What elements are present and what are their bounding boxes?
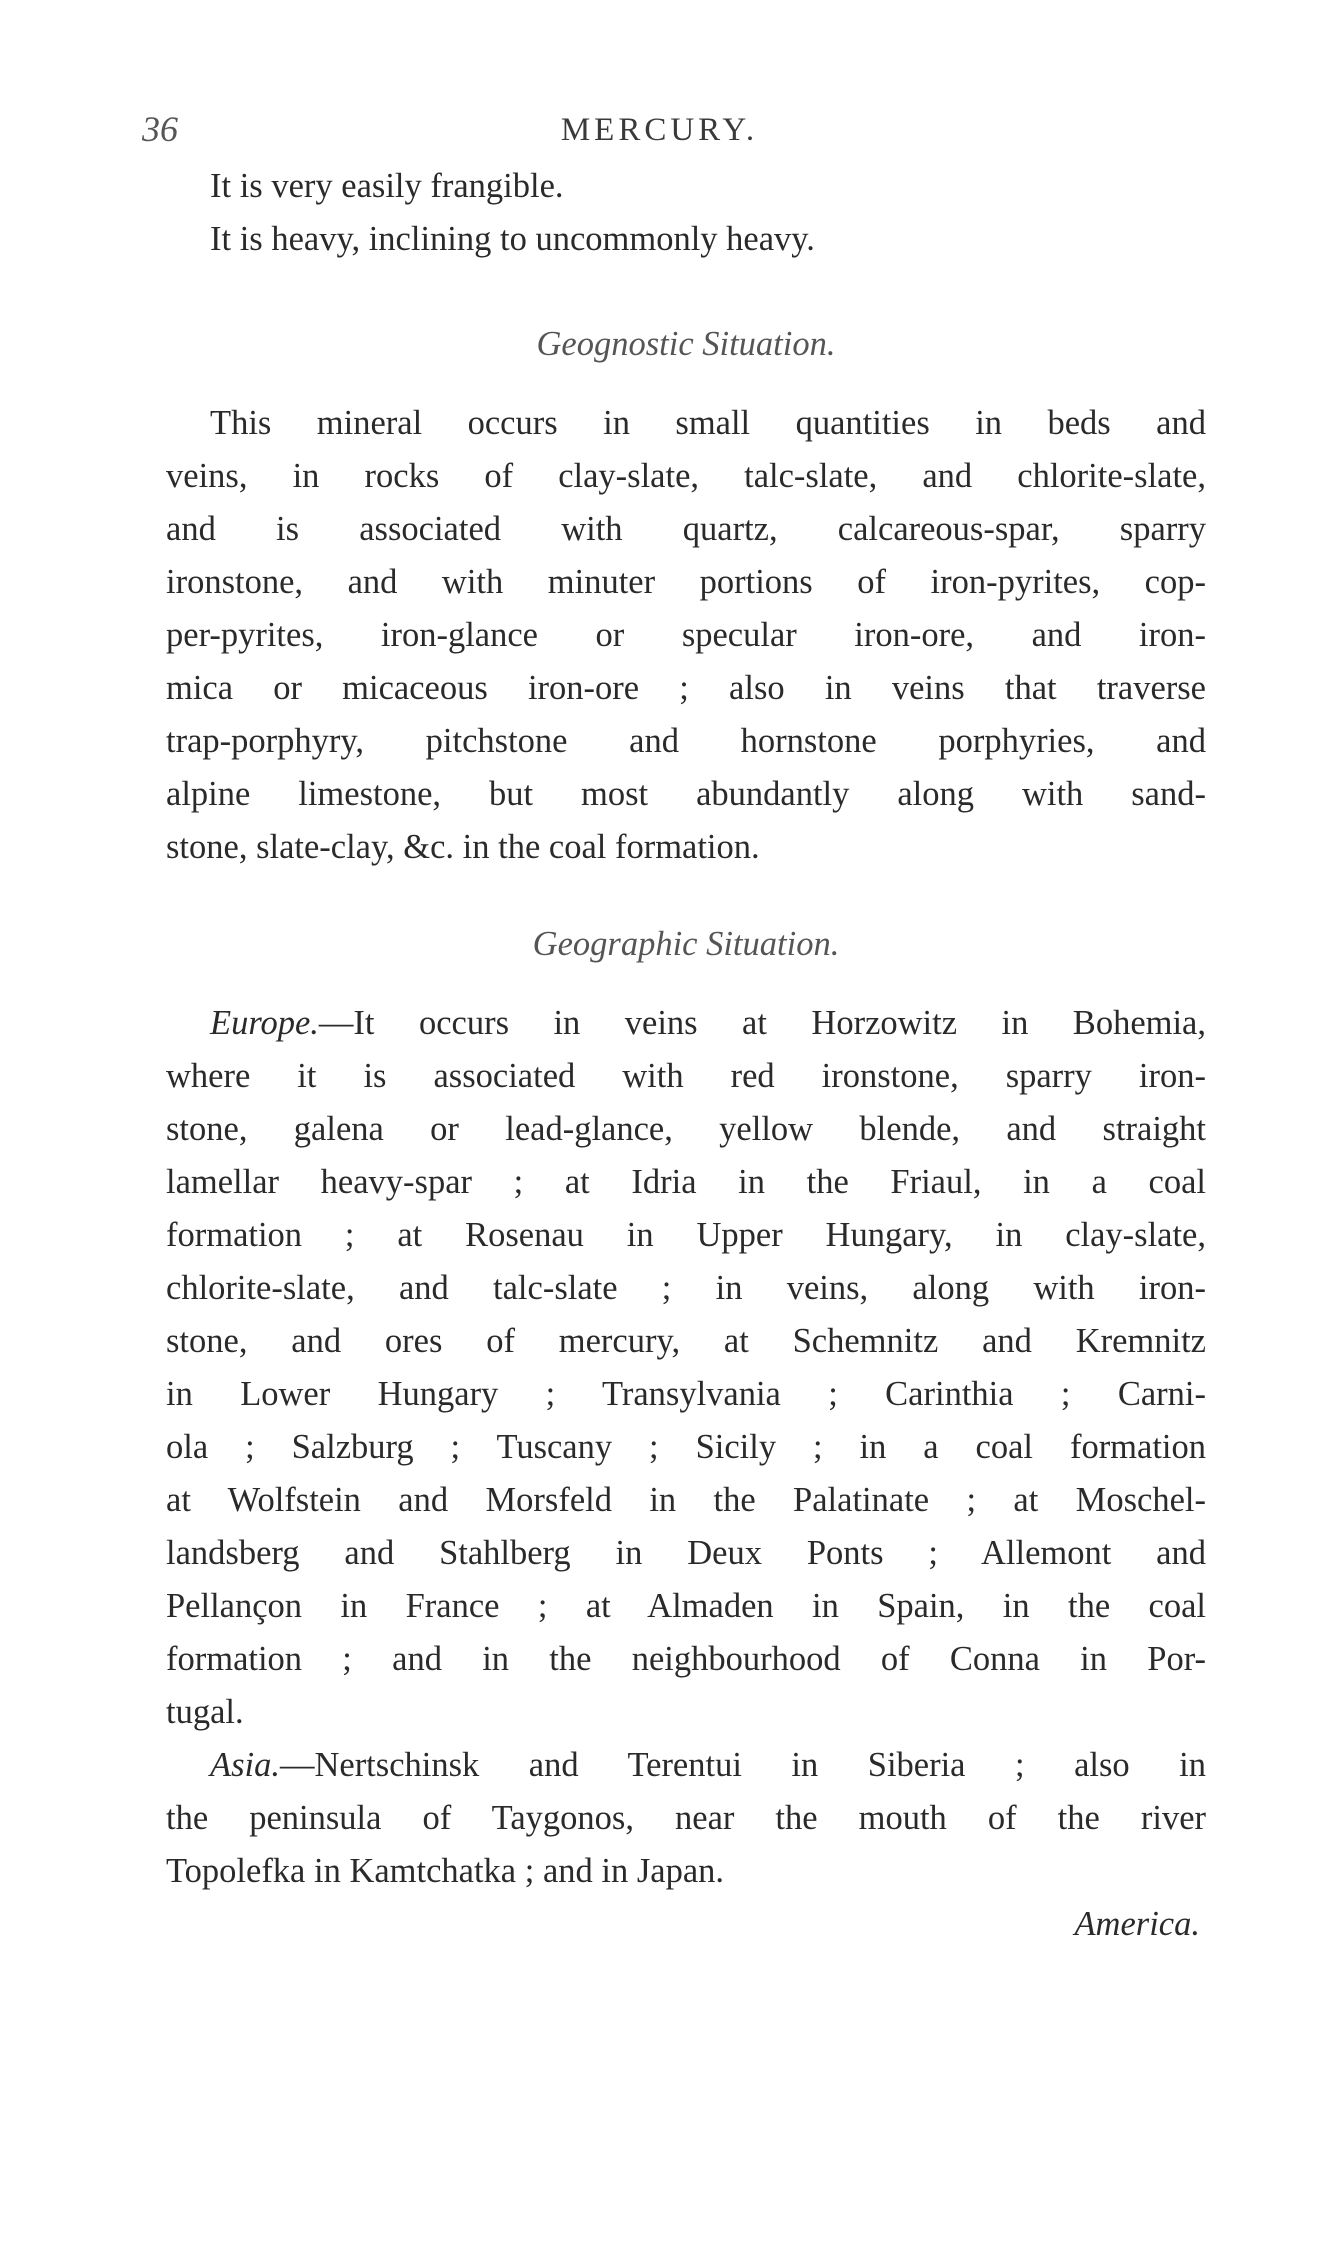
- text-line: trap-porphyry, pitchstone and hornstone porphyries, and: [166, 722, 1206, 760]
- text-line: veins, in rocks of clay-slate, talc-slate, and chlorite-slate,: [166, 457, 1206, 495]
- geographic-heading: Geographic Situation.: [532, 925, 840, 963]
- text-line: per-pyrites, iron-glance or specular iron-ore, and iron-: [166, 616, 1206, 654]
- text-line: where it is associated with red ironstone, sparry iron-: [166, 1057, 1206, 1095]
- text-line: stone, galena or lead-glance, yellow blende, and straight: [166, 1110, 1206, 1148]
- europe-first-line: [166, 997, 1206, 1050]
- text-line: formation ; at Rosenau in Upper Hungary, in clay-slate,: [166, 1216, 1206, 1254]
- text-line: landsberg and Stahlberg in Deux Ponts ; Allemont and: [166, 1534, 1206, 1572]
- text-line: ola ; Salzburg ; Tuscany ; Sicily ; in a coal formation: [166, 1428, 1206, 1466]
- text-line: and is associated with quartz, calcareous-spar, sparry: [166, 510, 1206, 548]
- text-line: in Lower Hungary ; Transylvania ; Carinthia ; Carni-: [166, 1375, 1206, 1413]
- asia-paragraph: [166, 1739, 1206, 1898]
- text-line: chlorite-slate, and talc-slate ; in veins, along with iron-: [166, 1269, 1206, 1307]
- geognostic-paragraph: [166, 397, 1206, 874]
- region-label-asia: Asia.: [210, 1746, 280, 1784]
- text-fragment: —Nertschinsk and Terentui in Siberia ; also in: [279, 1746, 1206, 1784]
- text-line: at Wolfstein and Morsfeld in the Palatinate ; at Moschel-: [166, 1481, 1206, 1519]
- text-line: mica or micaceous iron-ore ; also in veins that traverse: [166, 669, 1206, 707]
- text-line: stone, slate-clay, &c. in the coal formation.: [166, 828, 760, 866]
- region-label-europe: Europe.: [210, 1004, 319, 1042]
- asia-first-line: [166, 1739, 1206, 1792]
- text-line: ironstone, and with minuter portions of iron-pyrites, cop-: [166, 563, 1206, 601]
- text-line: Pellançon in France ; at Almaden in Spain, in the coal: [166, 1587, 1206, 1625]
- text-line: Topolefka in Kamtchatka ; and in Japan.: [166, 1852, 725, 1890]
- running-head: [0, 108, 1319, 158]
- text-line: lamellar heavy-spar ; at Idria in the Friaul, in a coal: [166, 1163, 1206, 1201]
- intro-line: It is very easily frangible.: [210, 167, 564, 205]
- text-line: formation ; and in the neighbourhood of Conna in Por-: [166, 1640, 1206, 1678]
- text-line: tugal.: [166, 1693, 244, 1731]
- page-number: 36: [142, 109, 178, 149]
- europe-paragraph: [166, 997, 1206, 1739]
- intro-line: It is heavy, inclining to uncommonly heavy.: [210, 220, 815, 258]
- text-fragment: —It occurs in veins at Horzowitz in Bohemia,: [318, 1004, 1206, 1042]
- geognostic-heading: Geognostic Situation.: [536, 325, 836, 363]
- text-line: This mineral occurs in small quantities in beds and: [210, 404, 1206, 442]
- text-line: alpine limestone, but most abundantly along with sand-: [166, 775, 1206, 813]
- catchword: America.: [1074, 1905, 1200, 1943]
- running-title: MERCURY.: [560, 112, 759, 148]
- page-body: [166, 160, 1206, 1951]
- text-line: stone, and ores of mercury, at Schemnitz and Kremnitz: [166, 1322, 1206, 1360]
- text-line: the peninsula of Taygonos, near the mouth of the river: [166, 1799, 1206, 1837]
